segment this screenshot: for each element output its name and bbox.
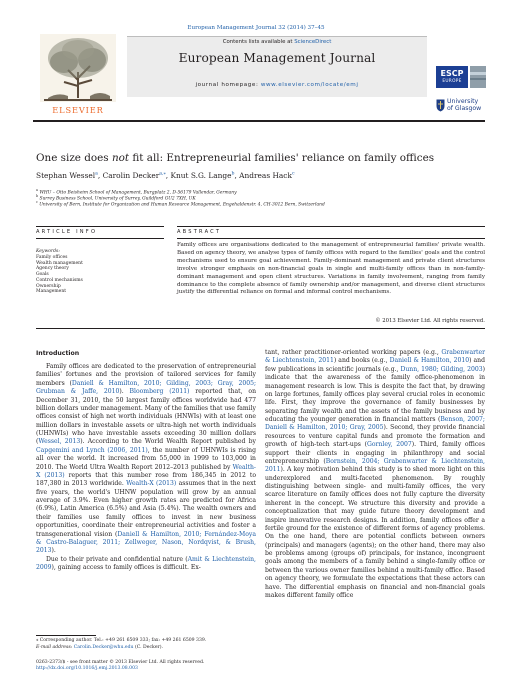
author-separator: ,	[165, 171, 171, 180]
affiliation	[36, 199, 325, 208]
body-text: ). According to the World Wealth Report published by	[80, 438, 256, 446]
email-link[interactable]: Carolin.Decker@whu.edu	[73, 645, 134, 650]
author-affiliation-marker[interactable]: a,⁎	[159, 171, 166, 177]
doi-link[interactable]: http://dx.doi.org/10.1016/j.emj.2013.08.003	[36, 666, 138, 671]
affiliation-text: University of Bern, Institute for Organization and Human Resource Management, Engehaldenstr. 4, CH-3012 Bern, Switzerland	[39, 202, 325, 208]
escp-logo-line2: EUROPE	[442, 79, 462, 84]
keyword: Goals	[36, 272, 49, 278]
university-crest-icon	[436, 99, 445, 112]
header-divider	[33, 120, 485, 122]
keyword: Management	[36, 289, 67, 295]
author-name[interactable]: Andreas Hack	[239, 171, 292, 180]
section-heading-introduction: Introduction	[36, 350, 80, 357]
body-paragraph	[265, 349, 485, 600]
glasgow-line1: University	[447, 98, 479, 105]
affiliation-marker: b	[36, 194, 39, 198]
citation-link[interactable]: Wealth-X (2013)	[36, 463, 256, 479]
keyword: Agency theory	[36, 266, 69, 272]
citation-link[interactable]: Daniell & Hamilton, 2010; Fernández-Moya & Castro-Balaguer, 2011; Zellweger, Nason, Nordqvist, & Brush, 2013	[36, 530, 256, 555]
body-text: ).	[51, 547, 56, 555]
title-emphasis: not	[111, 152, 130, 164]
affiliation-marker: c	[36, 200, 38, 204]
author-separator: ,	[234, 171, 240, 180]
citation-link[interactable]: Amit & Liechtenstein, 2009	[36, 555, 256, 571]
journal-reference[interactable]: European Management Journal 32 (2014) 37–45	[187, 25, 325, 31]
body-column-left	[36, 363, 256, 572]
journal-homepage	[127, 82, 427, 88]
sciencedirect-link[interactable]: ScienceDirect	[294, 39, 332, 45]
doi-line	[36, 666, 138, 672]
body-text: ) and books (e.g.,	[333, 357, 390, 365]
homepage-prefix: journal homepage:	[195, 82, 261, 88]
title-part-2: fit all: Entrepreneurial families' reliance on family offices	[129, 152, 435, 164]
copyright-notice: © 2013 Elsevier Ltd. All rights reserved.	[375, 318, 485, 324]
affiliation-text: WHU – Otto Beisheim School of Management, Burgplatz 2, D-56179 Vallendar, Germany	[39, 190, 237, 196]
escp-logo-line1: ESCP	[440, 69, 464, 78]
abstract-end-rule	[36, 328, 485, 329]
corresponding-author-note: ⁎ Corresponding author. Tel.: +49 261 6509 333; fax: +49 261 6509 339.	[36, 638, 207, 643]
body-text: ) and few publications in scientific journals (e.g.,	[265, 357, 485, 373]
author-name[interactable]: Knut S.G. Lange	[170, 171, 232, 180]
citation-link[interactable]: Bloomberg (2011)	[129, 388, 190, 396]
affiliation-marker: a	[36, 188, 38, 192]
journal-title: European Management Journal	[178, 51, 376, 65]
body-text: Due to their private and confidential nature (	[46, 555, 188, 563]
article-info-bottom-rule	[36, 238, 164, 239]
body-text: assumes that in the next five years, the world's UHNW population will grow by an annual average of 3.9%. Even higher growth rates are predicted for Africa (6.9%), Latin America (6.5%) and Asia (5.4%). The wealth owners and their families use family offices to invest in new business opportunities, coordinate their entrepreneurial activities and foster a transgenerational vision (	[36, 480, 256, 538]
abstract-heading: ABSTRACT	[177, 229, 222, 235]
footnote-divider	[36, 635, 96, 636]
body-text: reports that this number rose from 186,345 in 2012 to 187,380 in 2013 worldwide.	[36, 471, 256, 488]
body-text: ). Third, family offices support their clients in engaging in philanthropy and social entrepreneurship (	[265, 441, 485, 465]
university-of-glasgow-logo	[447, 99, 481, 113]
keyword: Ownership	[36, 283, 61, 289]
article-title	[36, 152, 434, 164]
citation-link[interactable]: Wessel, 2013	[38, 438, 81, 446]
author-affiliation-marker[interactable]: b	[231, 171, 235, 177]
issn-line: 0263-2373/$ - see front matter © 2013 Elsevier Ltd. All rights reserved.	[36, 660, 205, 665]
keyword: Control mechanisms	[36, 277, 83, 283]
author-list	[36, 171, 295, 180]
abstract-top-rule	[177, 226, 485, 227]
body-text: Family offices are dedicated to the preservation of entrepreneurial families' fortunes and the provision of tailored services for family members (	[36, 363, 256, 387]
citation-link[interactable]: Dunn, 1980; Gilding, 2003	[400, 365, 483, 373]
citation-link[interactable]: Daniell & Hamilton, 2010	[389, 357, 470, 365]
contents-prefix: Contents lists available at	[222, 39, 295, 45]
publisher-name: ELSEVIER	[52, 105, 104, 115]
affiliation-text: Surrey Business School, University of Surrey, Guildford GU2 7XH, UK	[39, 196, 196, 202]
body-text: ), gaining access to family offices is difficult. Ex-	[51, 564, 201, 571]
author-name[interactable]: Carolin Decker	[102, 171, 160, 180]
citation-link[interactable]: Grabenwarter & Liechtenstein, 2011	[265, 349, 485, 365]
glasgow-line2: of Glasgow	[447, 104, 482, 112]
email-note	[36, 645, 163, 651]
author-separator: ,	[97, 171, 103, 180]
body-text: ) indicate that the awareness of the family office-phenomenon in management research is low. This is despite the fact that, by drawing on large fortunes, family offices play several crucial roles in economic life. First, they improve the governance of family businesses by separating family wealth and the assets of the family business and by educating the younger generation in financial matters (	[265, 365, 486, 423]
citation-link[interactable]: Gornley, 2007	[367, 441, 412, 449]
email-label: E-mail address:	[36, 645, 74, 650]
escp-europe-logo	[436, 66, 468, 88]
citation-link[interactable]: Bornstein, 2004; Grabenwarter & Liechtenstein, 2011	[265, 457, 485, 474]
body-text: , the number of UHNWIs is rising all over the world. It increased from 55,000 in 1999 to 103,000 in 2010. The World Ultra Wealth Report 2012–2013 published by	[36, 446, 256, 471]
author-name[interactable]: Stephan Wessel	[36, 171, 96, 180]
body-text: tant, rather practitioner-oriented working papers (e.g.,	[265, 349, 442, 356]
citation-link[interactable]: Benson, 2007; Daniell & Hamilton, 2010; Gray, 2005	[265, 416, 485, 432]
abstract-text: Family offices are organisations dedicated to the management of entrepreneurial families' private wealth. Based on agency theory, we analyse types of family offices with regard to the families' goals and the control mechanisms used to ensure goal achievement. Family-dominant management and private client structures involve stronger emphasis on non-financial goals in single and multi-family offices than in non-family-dominant management and open client structures. Variations in family involvement, ranging from family dominance to the complete absence of family ownership and/or management, and diverse client structures justify the differential reliance on formal and informal control mechanisms.	[177, 242, 485, 296]
author-affiliation-marker[interactable]: a	[95, 171, 98, 177]
homepage-link[interactable]: www.elsevier.com/locate/emj	[260, 82, 359, 88]
article-info-top-rule	[36, 226, 164, 227]
contents-line	[127, 39, 427, 45]
body-paragraph	[36, 363, 256, 556]
body-column-right	[265, 349, 485, 600]
keyword: Family offices	[36, 255, 68, 260]
body-paragraph	[36, 556, 256, 573]
abstract-bottom-rule	[177, 238, 485, 239]
keyword: Wealth management	[36, 260, 83, 266]
citation-link[interactable]: Capgemini and Lynch (2006, 2011)	[36, 446, 148, 454]
keywords-label: Keywords:	[36, 249, 60, 254]
body-text: ).	[119, 388, 130, 396]
elsevier-tree-logo	[34, 32, 122, 114]
citation-link[interactable]: Daniell & Hamilton, 2010; Gilding, 2003; Gray, 2005; Grubman & Jaffe, 2010	[36, 379, 257, 396]
body-text: ). Second, they provide financial resources to venture capital funds and promote the formation and growth of high-tech start-ups (	[265, 424, 485, 449]
article-info-heading: ARTICLE INFO	[36, 229, 98, 235]
journal-cover-thumbnail[interactable]	[470, 66, 486, 88]
title-part-1: One size does	[36, 152, 112, 164]
author-affiliation-marker[interactable]: c	[291, 171, 295, 177]
email-suffix: (C. Decker).	[133, 645, 163, 650]
citation-link[interactable]: Wealth-X (2013)	[126, 480, 177, 488]
body-text: ). A key motivation behind this study is to shed more light on this underexplored and multi-faceted phenomenon. By roughly distinguishing between single- and multi-family offices, the very scarce literature on family offices does not fully capture the diversity inherent in the concept. We structure this diversity and provide a conceptualization that may guide future theory development and inspire innovative research designs. In addition, family offices offer a fertile ground for the existence of different forms of agency problems. On the one hand, there are potential conflicts between owners (principals) and managers (agents); on the other hand, there may also be problems among (groups of) principals, for instance, incongruent goals among the members of a family behind a single-family office or between the various owner families behind a multi-family office. Based on agency theory, we formulate the expectations that these actors can have. The differential emphasis on financial and non-financial goals makes different family office	[265, 466, 485, 599]
body-text: reported that, on December 31, 2010, the 50 largest family offices worldwide had 477 billion dollars under management. Many of the families that use family offices consist of high net worth individuals (HNWIs) with at least one million dollars in investable assets or ultra-high net worth individuals (UHNWIs) who have investable assets exceeding 30 million dollars (	[36, 388, 256, 446]
